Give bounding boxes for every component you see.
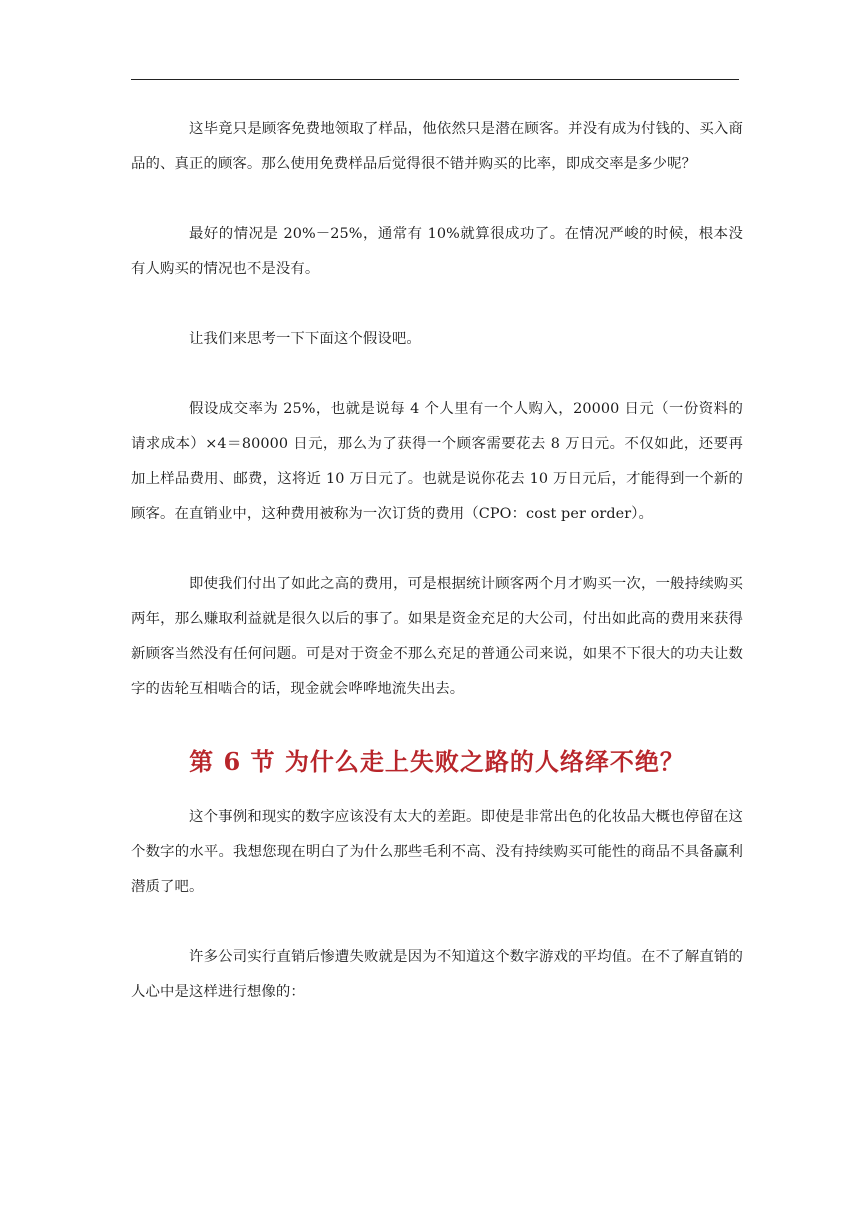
body-paragraph: 假设成交率为 25%，也就是说每 4 个人里有一个人购入，20000 日元（一份资料的请求成本）×4＝80000 日元，那么为了获得一个顾客需要花去 8 万日元。不仅如此，还要再加上样品费用、邮费，这将近 10 万日元了。也就是说你花去 10 万日元后，才能得到一个新的顾客。在直销业中，这种费用被称为一次订货的费用（CPO：cost per order）。 xyxy=(131,401,743,522)
body-paragraph: 这个事例和现实的数字应该没有太大的差距。即使是非常出色的化妆品大概也停留在这个数字的水平。我想您现在明白了为什么那些毛利不高、没有持续购买可能性的商品不具备赢利潜质了吧。 xyxy=(131,809,743,895)
body-paragraph: 让我们来思考一下下面这个假设吧。 xyxy=(189,331,421,347)
document-body xyxy=(131,112,743,1045)
body-paragraph: 即使我们付出了如此之高的费用，可是根据统计顾客两个月才购买一次，一般持续购买两年，那么赚取利益就是很久以后的事了。如果是资金充足的大公司，付出如此高的费用来获得新顾客当然没有任何问题。可是对于资金不那么充足的普通公司来说，如果不下很大的功夫让数字的齿轮互相啮合的话，现金就会哗哗地流失出去。 xyxy=(131,576,743,697)
body-paragraph: 这毕竟只是顾客免费地领取了样品，他依然只是潜在顾客。并没有成为付钱的、买入商品的、真正的顾客。那么使用免费样品后觉得很不错并购买的比率，即成交率是多少呢？ xyxy=(131,121,743,172)
header-rule xyxy=(131,79,739,80)
body-paragraph: 最好的情况是 20%－25%，通常有 10%就算很成功了。在情况严峻的时候，根本没有人购买的情况也不是没有。 xyxy=(131,226,743,277)
body-paragraph: 许多公司实行直销后惨遭失败就是因为不知道这个数字游戏的平均值。在不了解直销的人心中是这样进行想像的： xyxy=(131,949,743,1000)
section-heading: 第 6 节 为什么走上失败之路的人络绎不绝？ xyxy=(189,747,685,776)
